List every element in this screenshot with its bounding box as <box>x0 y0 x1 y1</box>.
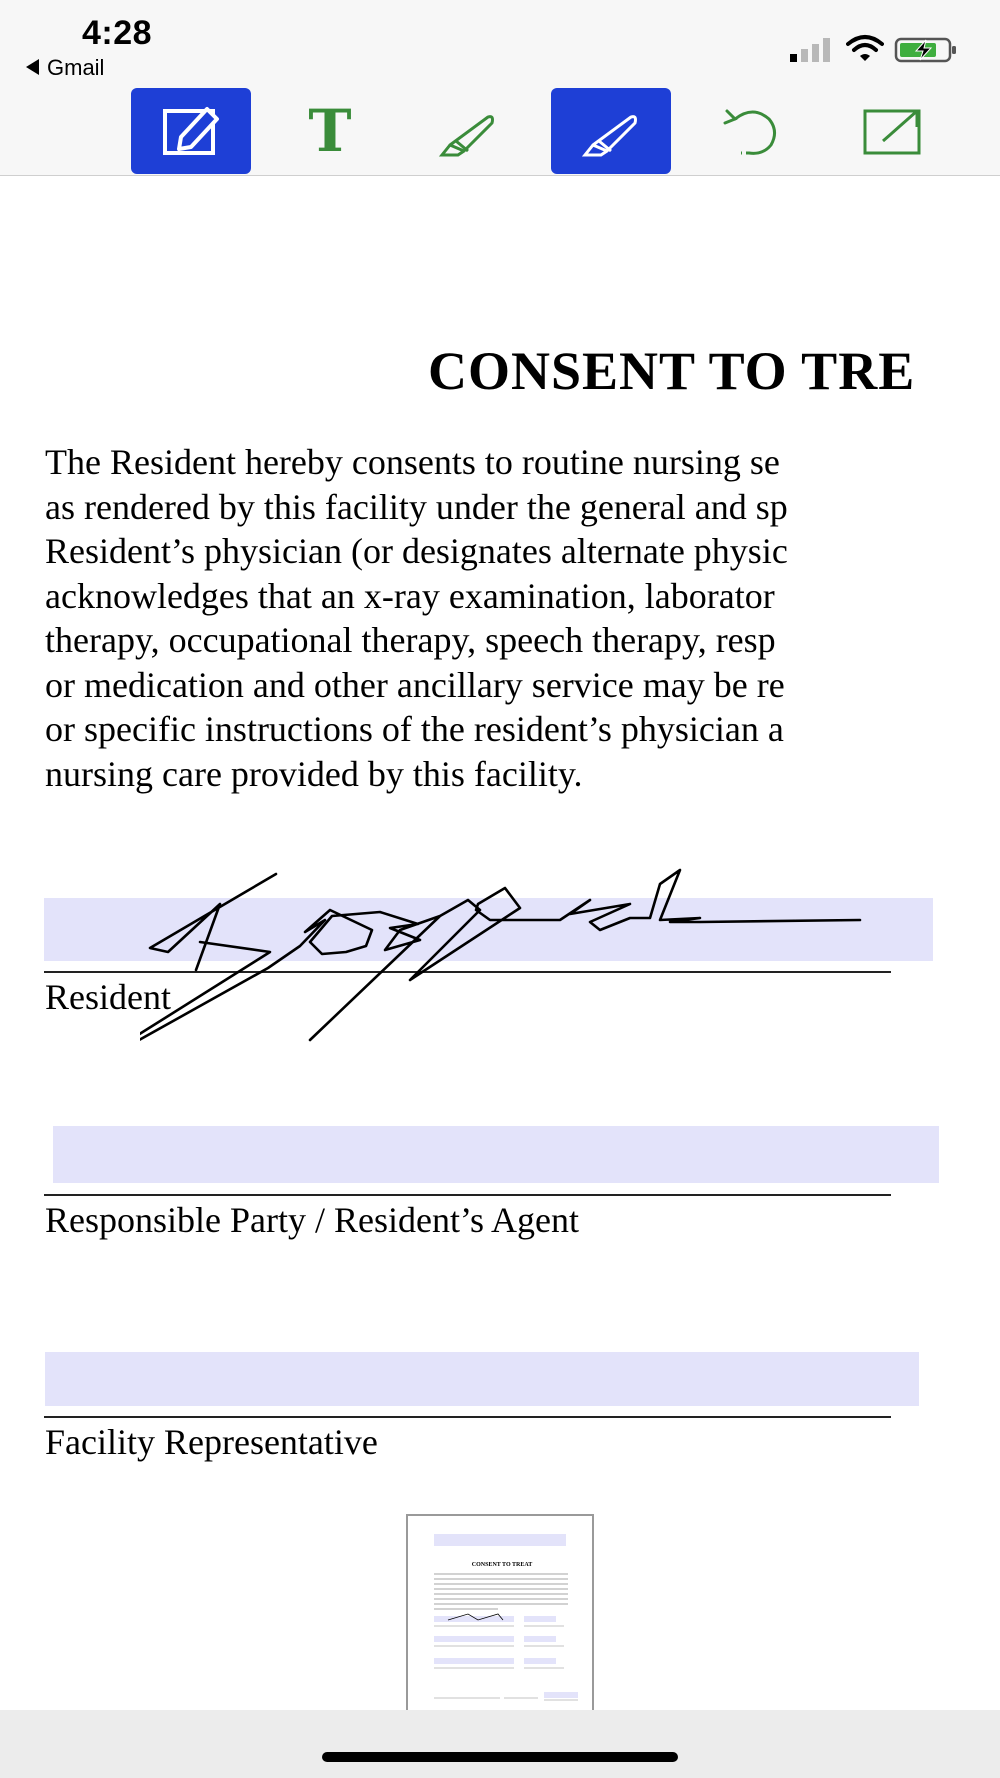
consent-paragraph <box>45 440 1000 796</box>
undo-icon <box>713 101 793 161</box>
back-app-label: Gmail <box>47 55 105 80</box>
agent-signature-field[interactable] <box>53 1126 939 1183</box>
thumbnail-preview <box>408 1516 594 1712</box>
paragraph-line: as rendered by this facility under the general and sp <box>45 486 788 527</box>
paragraph-line: or medication and other ancillary service may be re <box>45 664 785 705</box>
resident-signature <box>140 860 880 1060</box>
battery-charging-icon <box>894 36 958 64</box>
facility-rep-signature-field[interactable] <box>45 1352 919 1406</box>
pen-tool-button[interactable] <box>551 88 671 174</box>
page-thumbnail[interactable] <box>406 1514 594 1712</box>
undo-tool-button[interactable] <box>693 88 813 174</box>
status-bar <box>0 0 1000 88</box>
facility-rep-label: Facility Representative <box>45 1422 378 1462</box>
paragraph-line: therapy, occupational therapy, speech therapy, resp <box>45 620 776 660</box>
highlighter-tool-button[interactable] <box>408 88 528 174</box>
paragraph-line: Resident’s physician (or designates alternate physic <box>45 531 788 571</box>
signature-line <box>44 1416 891 1418</box>
back-arrow-icon <box>26 59 39 75</box>
edit-form-tool-button[interactable] <box>131 88 251 174</box>
status-time: 4:28 <box>82 14 153 52</box>
thumbnail-title: CONSENT TO TREAT <box>471 1562 533 1568</box>
signature-line <box>44 1194 891 1196</box>
cellular-signal-icon <box>790 38 836 62</box>
annotation-toolbar <box>0 88 1000 176</box>
document-title: CONSENT TO TRE <box>428 341 916 401</box>
bottom-bar <box>0 1710 1000 1778</box>
text-tool-button[interactable] <box>270 88 390 174</box>
paragraph-line: The Resident hereby consents to routine nursing se <box>45 442 780 482</box>
home-indicator[interactable] <box>322 1752 678 1762</box>
resident-label: Resident <box>45 977 171 1017</box>
text-t-icon: T <box>308 97 352 165</box>
agent-label: Responsible Party / Resident’s Agent <box>45 1200 579 1240</box>
pen-icon <box>571 101 651 161</box>
edit-box-icon <box>151 101 231 161</box>
export-icon <box>853 101 933 161</box>
back-to-gmail-link[interactable] <box>26 55 104 81</box>
paragraph-line: nursing care provided by this facility. <box>45 753 583 794</box>
wifi-icon <box>846 34 884 62</box>
paragraph-line: or specific instructions of the resident’s physician a <box>45 709 784 749</box>
export-tool-button[interactable] <box>833 88 953 174</box>
highlighter-icon <box>428 101 508 161</box>
paragraph-line: acknowledges that an x-ray examination, laborator <box>45 575 775 616</box>
